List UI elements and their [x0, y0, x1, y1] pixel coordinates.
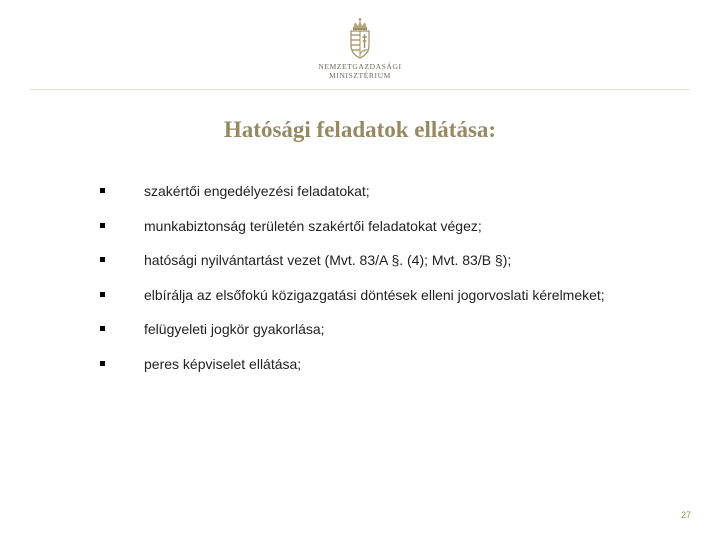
bullet-text: elbírálja az elsőfokú közigazgatási döntések elleni jogorvoslati kérelmeket;	[144, 286, 605, 303]
ministry-logo-text	[300, 62, 420, 80]
bullet-text: felügyeleti jogkör gyakorlása;	[144, 321, 325, 337]
logo-line-1: NEMZETGAZDASÁGI	[318, 62, 402, 71]
bullet-item	[0, 285, 720, 307]
bullet-item	[0, 250, 720, 272]
square-bullet-icon	[100, 257, 105, 262]
page-number: 27	[680, 510, 691, 520]
bullet-item	[0, 181, 720, 203]
header-divider	[30, 89, 690, 90]
square-bullet-icon	[100, 361, 105, 366]
bullet-text: hatósági nyilvántartást vezet (Mvt. 83/A §. (4); Mvt. 83/B §);	[144, 252, 512, 268]
slide-header	[0, 0, 720, 90]
bullet-text: szakértői engedélyezési feladatokat;	[144, 183, 370, 199]
bullet-item	[0, 354, 720, 376]
square-bullet-icon	[100, 292, 105, 297]
slide-title: Hatósági feladatok ellátása:	[223, 117, 497, 142]
bullet-item	[0, 319, 720, 341]
logo-line-2: MINISZTÉRIUM	[329, 71, 391, 80]
square-bullet-icon	[100, 188, 105, 193]
bullet-text: peres képviselet ellátása;	[144, 355, 302, 372]
square-bullet-icon	[100, 223, 105, 228]
coat-of-arms-icon	[345, 18, 375, 60]
square-bullet-icon	[100, 326, 105, 331]
bullet-list	[0, 181, 720, 388]
bullet-text: munkabiztonság területén szakértői feladatokat végez;	[144, 217, 482, 234]
bullet-item	[0, 216, 720, 238]
